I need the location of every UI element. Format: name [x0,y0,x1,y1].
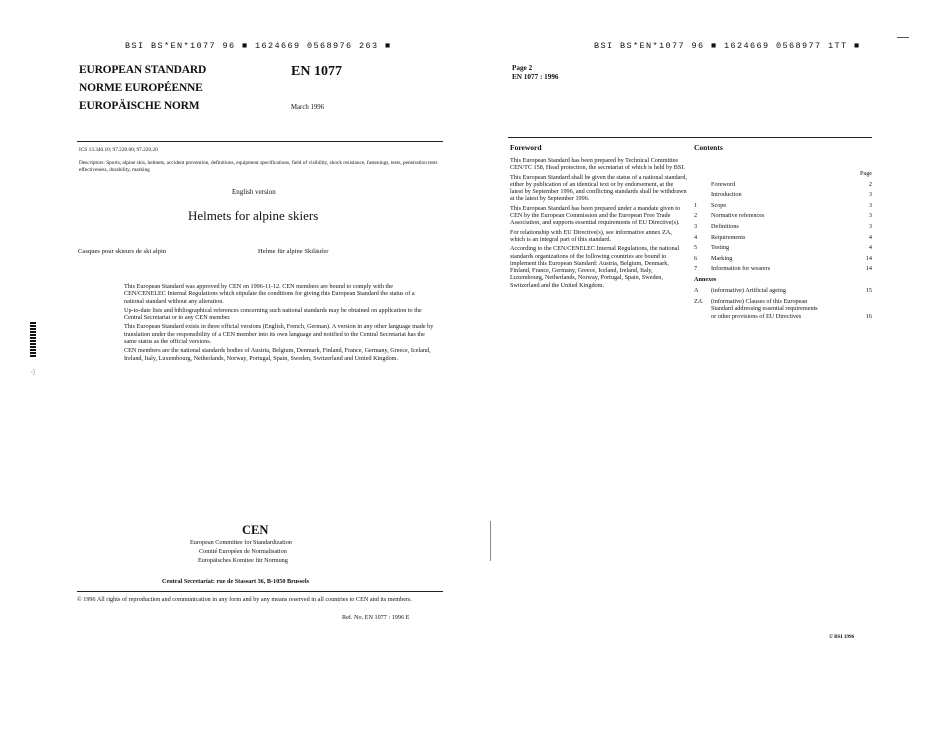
table-of-contents [694,169,872,320]
scan-barcode-mark [30,322,36,358]
scan-speck: ·:· [29,368,38,376]
page-gutter-line [490,521,491,561]
toc-row[interactable]: Introduction 3 [711,191,872,199]
toc-row[interactable]: 4 Requirements 4 [694,233,872,241]
toc-row[interactable]: 2 Normative references 3 [694,212,872,220]
scan-dash [897,37,909,38]
divider [77,141,443,142]
toc-row[interactable]: 5 Testing 4 [694,244,872,252]
foreword-paragraph: This European Standard has been prepared by Technical Committee CEN/TC 158, Head protection, the secretariat of which is held by BSI. [510,157,685,172]
ics-codes: ICS 13.340.10; 97.220.00; 97.220.20 [79,147,158,153]
annex-row[interactable]: ZA (informative) Clauses of this European Standard addressing essential requirements or other provisions of EU Directives 16 [694,298,872,320]
cen-name-fr: Comité Européen de Normalisation [199,548,287,555]
toc-row[interactable]: 7 Information for wearers 14 [694,265,872,273]
standard-title-fr: NORME EUROPÉENNE [79,82,203,94]
foreword-paragraph: This European Standard has been prepared under a mandate given to CEN by the European Commission and the European Free Trade Association, and supports essential requirements of EU Directive(s). [510,204,681,227]
english-version-label: English version [232,188,276,196]
contents-heading: Contents [694,143,723,152]
header-code-right: BSI BS*EN*1077 96 ■ 1624669 0568977 1TT ■ [594,41,861,51]
toc-row[interactable]: 1 Scope 3 [694,201,872,209]
foreword-paragraph: According to the CEN/CENELEC Internal Regulations, the national standards organizations of the following countries are bound to implement this European Standard: Austria, Belgium, Denmark, Finland, France, Germany, Greece, Iceland, Ireland, Italy, Luxembourg, Netherlands, Norway, Portugal, Spain, Sweden, Switzerland and the United Kingdom. [510,245,680,289]
en-number: EN 1077 [291,64,342,79]
reference-number: Ref. No. EN 1077 : 1996 E [342,614,410,621]
toc-row[interactable]: 3 Definitions 3 [694,222,872,230]
page-number: Page 2 [512,64,533,72]
approval-text [124,283,434,364]
foreword-text [510,157,687,291]
title-french: Casques pour skieurs de ski alpin [78,248,167,255]
lists-paragraph: Up-to-date lists and bibliographical references concerning such national standards may be obtained on application to the Central Secretariat or to any CEN member. [124,306,422,322]
approval-paragraph: This European Standard was approved by CEN on 1996-11-12. CEN members are bound to comply with the CEN/CENELEC Internal Regulations which stipulate the conditions for giving this European Standard the status of a national standard without any alteration. [124,283,415,305]
doc-reference: EN 1077 : 1996 [512,73,559,81]
descriptors: Descriptors: Sports, alpine skis, helmets, accident prevention, definitions, equipment specifications, field of visibility, shock resistance, fastenings, tests, penetration tests effectiveness, durability, marking [79,160,438,173]
toc-page-col-header [694,169,872,180]
publication-date: March 1996 [291,104,325,111]
foreword-paragraph: This European Standard shall be given the status of a national standard, either by publication of an identical text or by endorsement, at the latest by September 1996, and conflicting standards shall be withdrawn at the latest by September 1996. [510,173,687,203]
page-header [512,64,559,82]
bsi-footer: © BSI 1996 [829,634,855,640]
divider-right [508,137,872,138]
standard-title-de: EUROPÄISCHE NORM [79,100,200,112]
page-col-label: Page [860,170,873,177]
cen-logo-text: CEN [242,523,269,537]
title-german: Helme für alpine Skiläufer [258,248,329,255]
header-code-left: BSI BS*EN*1077 96 ■ 1624669 0568976 263 ■ [125,41,392,51]
copyright-notice: © 1996 All rights of reproduction and communication in any form and by any means reserved in all countries to CEN and its members. [77,596,412,603]
foreword-heading: Foreword [510,143,542,152]
standard-title-en: EUROPEAN STANDARD [79,64,207,76]
foreword-paragraph: For relationship with EU Directive(s), see informative annex ZA, which is an integral part of this standard. [510,228,672,243]
members-paragraph: CEN members are the national standards bodies of Austria, Belgium, Denmark, Finland, France, Germany, Greece, Iceland, Ireland, Italy, Luxembourg, Netherlands, Norway, Portugal, Spain, Sweden, Switzerland and United Kingdom. [124,347,431,362]
annex-row[interactable]: A (informative) Artificial ageing 15 [694,286,872,294]
toc-row[interactable]: Foreword 2 [711,180,872,188]
annexes-heading: Annexes [694,275,717,283]
cen-name-en: European Committee for Standardization [190,539,292,546]
cen-name-de: Europäisches Komitee für Normung [198,557,288,564]
versions-paragraph: This European Standard exists in three official versions (English, French, German). A version in any other language made by translation under the responsibility of a CEN member into its own language and notified to the Central Secretariat has the same status as the official versions. [124,323,434,346]
divider-bottom [77,591,443,592]
toc-row[interactable]: 6 Marking 14 [694,254,872,262]
document-title: Helmets for alpine skiers [188,208,319,223]
central-secretariat: Central Secretariat: rue de Stassart 36, B-1050 Brussels [162,578,309,585]
